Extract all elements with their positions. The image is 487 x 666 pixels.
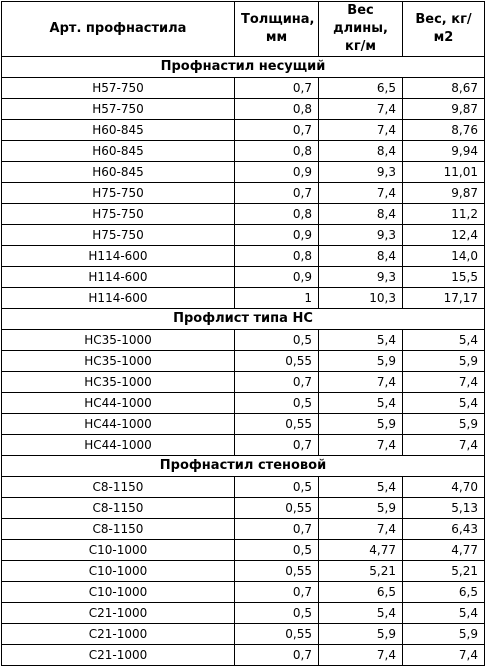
weight-length-cell: 5,21 <box>319 561 403 582</box>
table-row <box>2 162 485 183</box>
table-row <box>2 477 485 498</box>
article-cell: С8-1150 <box>2 498 235 519</box>
table-row <box>2 288 485 309</box>
profile-weight-table <box>1 1 485 666</box>
article-cell: С21-1000 <box>2 624 235 645</box>
weight-area-cell: 5,4 <box>403 393 485 414</box>
thickness-cell: 0,8 <box>235 141 319 162</box>
section-title: Профлист типа НС <box>2 309 485 330</box>
article-cell: Н57-750 <box>2 78 235 99</box>
weight-length-cell: 7,4 <box>319 183 403 204</box>
weight-area-cell: 14,0 <box>403 246 485 267</box>
weight-area-cell: 4,77 <box>403 540 485 561</box>
table-body <box>2 57 485 666</box>
thickness-cell: 0,55 <box>235 351 319 372</box>
table-row <box>2 246 485 267</box>
table-row <box>2 120 485 141</box>
header-article: Арт. профнастила <box>2 2 235 57</box>
weight-length-cell: 7,4 <box>319 435 403 456</box>
thickness-cell: 0,55 <box>235 498 319 519</box>
article-cell: Н114-600 <box>2 246 235 267</box>
weight-area-cell: 15,5 <box>403 267 485 288</box>
weight-length-cell: 9,3 <box>319 162 403 183</box>
weight-length-cell: 5,4 <box>319 477 403 498</box>
article-cell: НС35-1000 <box>2 372 235 393</box>
table-row <box>2 498 485 519</box>
thickness-cell: 0,7 <box>235 519 319 540</box>
weight-area-cell: 7,4 <box>403 435 485 456</box>
weight-area-cell: 12,4 <box>403 225 485 246</box>
article-cell: С10-1000 <box>2 540 235 561</box>
thickness-cell: 0,55 <box>235 624 319 645</box>
table-row <box>2 141 485 162</box>
weight-length-cell: 10,3 <box>319 288 403 309</box>
header-weight-length: Вес длины, кг/м <box>319 2 403 57</box>
table-row <box>2 225 485 246</box>
thickness-cell: 0,5 <box>235 330 319 351</box>
thickness-cell: 0,5 <box>235 393 319 414</box>
header-row <box>2 2 485 57</box>
weight-area-cell: 8,76 <box>403 120 485 141</box>
weight-length-cell: 7,4 <box>319 120 403 141</box>
table-row <box>2 414 485 435</box>
article-cell: Н60-845 <box>2 141 235 162</box>
article-cell: С10-1000 <box>2 582 235 603</box>
section-title: Профнастил стеновой <box>2 456 485 477</box>
weight-length-cell: 5,4 <box>319 330 403 351</box>
table-row <box>2 435 485 456</box>
table-row <box>2 603 485 624</box>
table-row <box>2 330 485 351</box>
weight-length-cell: 4,77 <box>319 540 403 561</box>
thickness-cell: 0,7 <box>235 183 319 204</box>
weight-area-cell: 11,2 <box>403 204 485 225</box>
weight-area-cell: 9,87 <box>403 183 485 204</box>
weight-length-cell: 7,4 <box>319 99 403 120</box>
article-cell: Н75-750 <box>2 183 235 204</box>
weight-area-cell: 9,94 <box>403 141 485 162</box>
article-cell: Н57-750 <box>2 99 235 120</box>
thickness-cell: 0,5 <box>235 477 319 498</box>
table-row <box>2 561 485 582</box>
article-cell: Н75-750 <box>2 204 235 225</box>
weight-area-cell: 5,21 <box>403 561 485 582</box>
thickness-cell: 0,5 <box>235 603 319 624</box>
section-title: Профнастил несущий <box>2 57 485 78</box>
article-cell: НС44-1000 <box>2 435 235 456</box>
table-row <box>2 78 485 99</box>
article-cell: НС35-1000 <box>2 330 235 351</box>
weight-area-cell: 6,5 <box>403 582 485 603</box>
weight-length-cell: 8,4 <box>319 246 403 267</box>
article-cell: Н114-600 <box>2 288 235 309</box>
weight-area-cell: 6,43 <box>403 519 485 540</box>
weight-area-cell: 9,87 <box>403 99 485 120</box>
thickness-cell: 0,7 <box>235 645 319 666</box>
table-row <box>2 519 485 540</box>
weight-area-cell: 4,70 <box>403 477 485 498</box>
weight-length-cell: 5,9 <box>319 414 403 435</box>
article-cell: НС44-1000 <box>2 393 235 414</box>
article-cell: С8-1150 <box>2 519 235 540</box>
article-cell: НС35-1000 <box>2 351 235 372</box>
table-row <box>2 624 485 645</box>
weight-area-cell: 7,4 <box>403 645 485 666</box>
weight-length-cell: 9,3 <box>319 267 403 288</box>
table-row <box>2 540 485 561</box>
weight-area-cell: 5,9 <box>403 624 485 645</box>
weight-length-cell: 5,4 <box>319 393 403 414</box>
thickness-cell: 0,5 <box>235 540 319 561</box>
weight-area-cell: 5,13 <box>403 498 485 519</box>
weight-length-cell: 5,9 <box>319 498 403 519</box>
weight-length-cell: 8,4 <box>319 141 403 162</box>
thickness-cell: 0,8 <box>235 204 319 225</box>
weight-length-cell: 5,9 <box>319 624 403 645</box>
table-row <box>2 183 485 204</box>
weight-area-cell: 5,4 <box>403 330 485 351</box>
section-row <box>2 309 485 330</box>
weight-length-cell: 7,4 <box>319 645 403 666</box>
article-cell: Н60-845 <box>2 120 235 141</box>
article-cell: С21-1000 <box>2 603 235 624</box>
header-thickness: Толщина, мм <box>235 2 319 57</box>
thickness-cell: 0,55 <box>235 414 319 435</box>
table-row <box>2 204 485 225</box>
article-cell: С21-1000 <box>2 645 235 666</box>
table-header <box>2 2 485 57</box>
thickness-cell: 0,9 <box>235 267 319 288</box>
table-row <box>2 582 485 603</box>
weight-length-cell: 6,5 <box>319 78 403 99</box>
thickness-cell: 0,8 <box>235 99 319 120</box>
article-cell: Н75-750 <box>2 225 235 246</box>
weight-length-cell: 5,4 <box>319 603 403 624</box>
weight-length-cell: 7,4 <box>319 372 403 393</box>
thickness-cell: 1 <box>235 288 319 309</box>
thickness-cell: 0,7 <box>235 435 319 456</box>
table-row <box>2 372 485 393</box>
article-cell: С8-1150 <box>2 477 235 498</box>
table-row <box>2 267 485 288</box>
weight-length-cell: 7,4 <box>319 519 403 540</box>
section-row <box>2 57 485 78</box>
thickness-cell: 0,55 <box>235 561 319 582</box>
article-cell: Н114-600 <box>2 267 235 288</box>
table-row <box>2 393 485 414</box>
table-row <box>2 351 485 372</box>
thickness-cell: 0,7 <box>235 372 319 393</box>
weight-length-cell: 9,3 <box>319 225 403 246</box>
section-row <box>2 456 485 477</box>
weight-area-cell: 17,17 <box>403 288 485 309</box>
article-cell: С10-1000 <box>2 561 235 582</box>
weight-length-cell: 8,4 <box>319 204 403 225</box>
thickness-cell: 0,7 <box>235 582 319 603</box>
article-cell: Н60-845 <box>2 162 235 183</box>
weight-area-cell: 7,4 <box>403 372 485 393</box>
weight-area-cell: 5,4 <box>403 603 485 624</box>
thickness-cell: 0,9 <box>235 162 319 183</box>
weight-area-cell: 8,67 <box>403 78 485 99</box>
weight-length-cell: 5,9 <box>319 351 403 372</box>
thickness-cell: 0,7 <box>235 120 319 141</box>
weight-area-cell: 5,9 <box>403 414 485 435</box>
thickness-cell: 0,7 <box>235 78 319 99</box>
thickness-cell: 0,8 <box>235 246 319 267</box>
weight-length-cell: 6,5 <box>319 582 403 603</box>
weight-area-cell: 5,9 <box>403 351 485 372</box>
thickness-cell: 0,9 <box>235 225 319 246</box>
weight-area-cell: 11,01 <box>403 162 485 183</box>
table-row <box>2 645 485 666</box>
article-cell: НС44-1000 <box>2 414 235 435</box>
table-row <box>2 99 485 120</box>
header-weight-area: Вес, кг/ м2 <box>403 2 485 57</box>
